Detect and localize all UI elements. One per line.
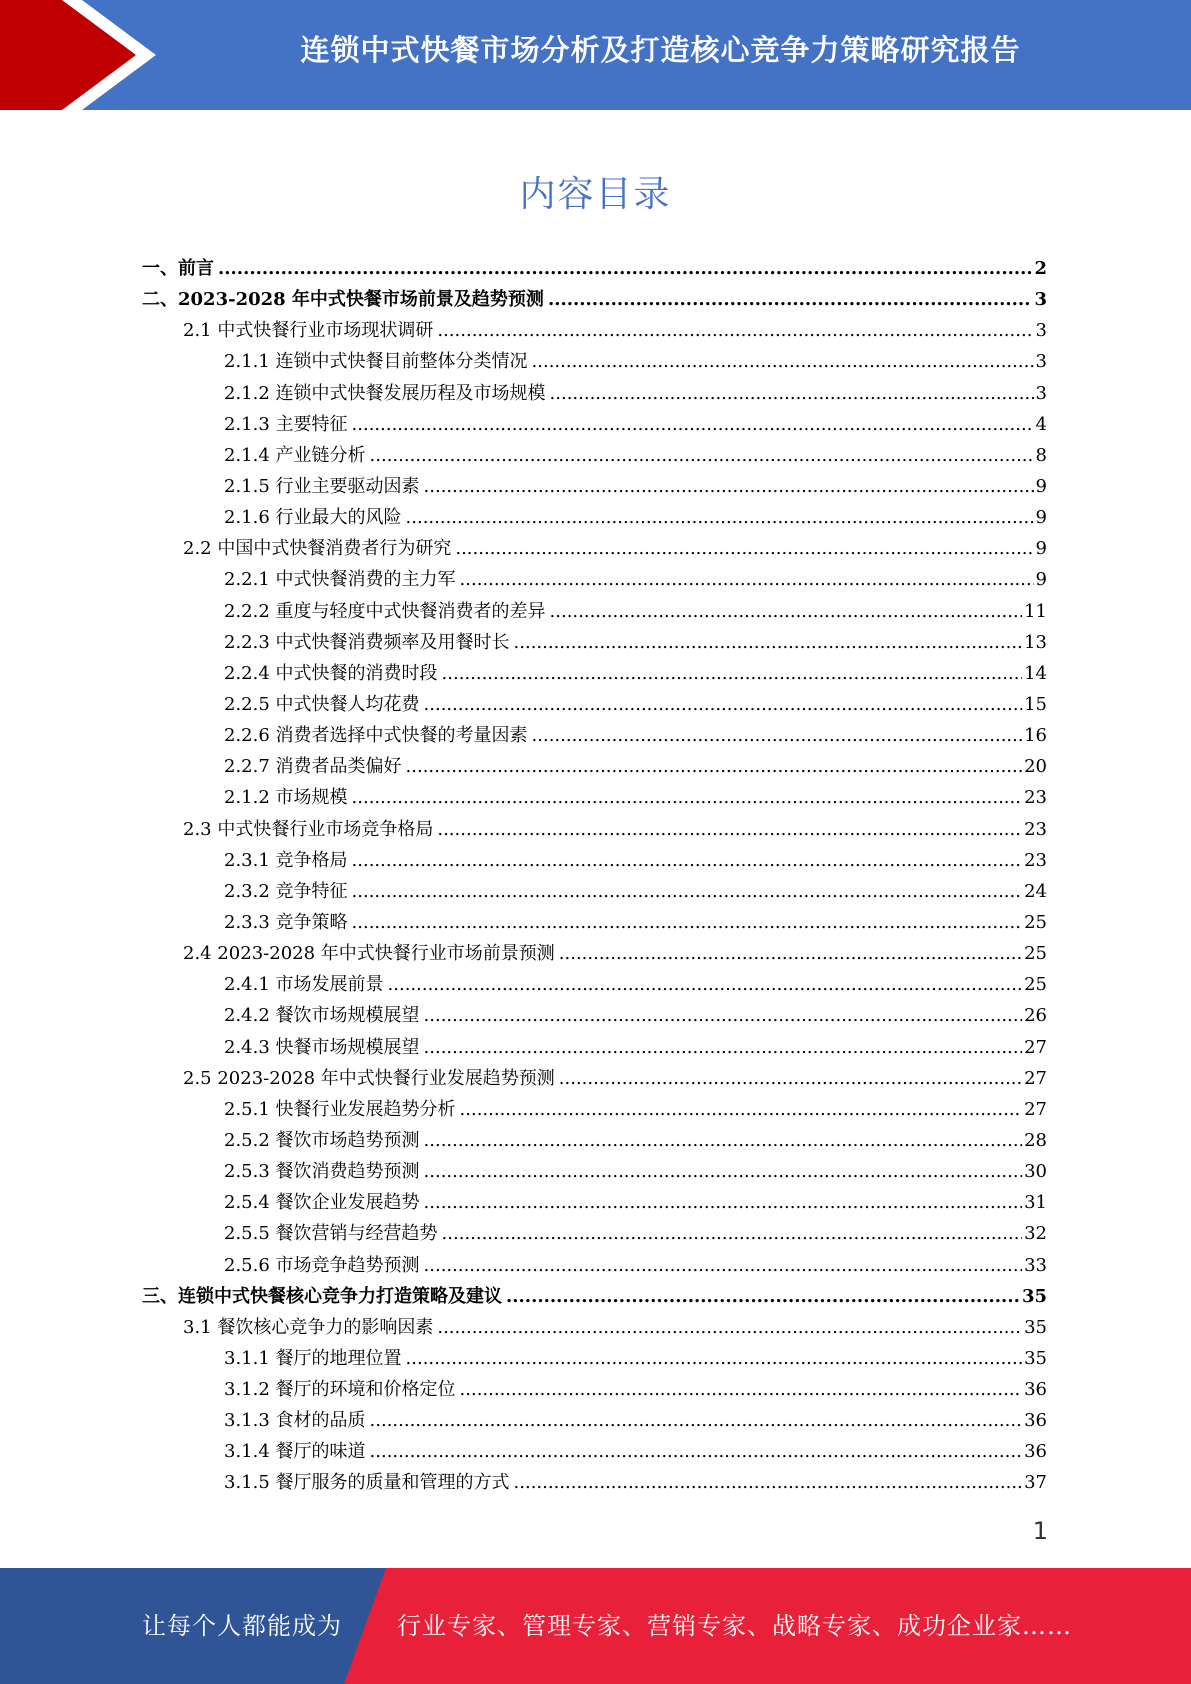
dot-leader [218, 258, 1032, 279]
dot-leader [424, 1192, 1023, 1213]
header-banner [0, 0, 1191, 110]
toc-entry-page: 27 [1024, 1067, 1047, 1089]
dot-leader [532, 725, 1023, 746]
toc-entry-page: 27 [1024, 1098, 1047, 1120]
toc-entry-page: 27 [1024, 1036, 1047, 1058]
toc-entry-label: 2.1.5 行业主要驱动因素 [224, 475, 420, 497]
toc-entry-label: 3.1.3 食材的品质 [224, 1410, 366, 1432]
toc-entry-label: 2.2.1 中式快餐消费的主力军 [224, 569, 456, 591]
dot-leader [370, 1441, 1023, 1462]
toc-entry[interactable] [142, 503, 1047, 534]
toc-entry[interactable] [142, 1282, 1047, 1313]
toc-entry[interactable] [142, 877, 1047, 908]
report-title: 连锁中式快餐市场分析及打造核心竞争力策略研究报告 [300, 33, 1021, 67]
dot-leader [352, 881, 1023, 902]
dot-leader [352, 414, 1034, 435]
dot-leader [406, 756, 1023, 777]
dot-leader [559, 1068, 1022, 1089]
toc-entry-page: 23 [1024, 818, 1047, 840]
toc-entry-page: 37 [1024, 1472, 1047, 1494]
dot-leader [532, 351, 1034, 372]
dot-leader [550, 383, 1034, 404]
toc-entry[interactable] [142, 752, 1047, 783]
toc-entry-page: 25 [1024, 911, 1047, 933]
dot-leader [370, 445, 1034, 466]
toc-entry-label: 2.4 2023-2028 年中式快餐行业市场前景预测 [183, 943, 555, 965]
dot-leader [424, 476, 1034, 497]
toc-entry-label: 2.5 2023-2028 年中式快餐行业发展趋势预测 [183, 1067, 555, 1089]
toc-entry-label: 2.2.5 中式快餐人均花费 [224, 693, 420, 715]
dot-leader [550, 601, 1023, 622]
dot-leader [388, 974, 1023, 995]
toc-entry-label: 2.1.6 行业最大的风险 [224, 507, 402, 529]
toc-entry[interactable] [142, 379, 1047, 410]
toc-entry[interactable] [142, 1001, 1047, 1032]
toc-entry-page: 15 [1024, 693, 1047, 715]
dot-leader [424, 1130, 1023, 1151]
dot-leader [406, 507, 1034, 528]
toc-entry[interactable] [142, 1251, 1047, 1282]
dot-leader [437, 1317, 1022, 1338]
toc-entry-label: 2.1.4 产业链分析 [224, 444, 366, 466]
toc-entry-page: 26 [1024, 1005, 1047, 1027]
toc-entry-page: 23 [1024, 787, 1047, 809]
toc-entry-page: 14 [1024, 662, 1047, 684]
toc-entry-page: 28 [1024, 1129, 1047, 1151]
toc-entry-label: 3.1.4 餐厅的味道 [224, 1441, 366, 1463]
toc-entry-page: 8 [1035, 444, 1047, 466]
toc-entry-page: 9 [1035, 475, 1047, 497]
toc-entry[interactable] [142, 254, 1047, 285]
toc-entry[interactable] [142, 1406, 1047, 1437]
toc-entry-page: 25 [1024, 974, 1047, 996]
toc-entry[interactable] [142, 690, 1047, 721]
toc-entry[interactable] [142, 534, 1047, 565]
toc-entry-label: 2.5.5 餐饮营销与经营趋势 [224, 1223, 438, 1245]
toc-entry-label: 2.1.2 连锁中式快餐发展历程及市场规模 [224, 382, 546, 404]
dot-leader [455, 538, 1033, 559]
toc-entry-page: 31 [1024, 1192, 1047, 1214]
dot-leader [442, 1223, 1023, 1244]
toc-entry-label: 2.5.4 餐饮企业发展趋势 [224, 1192, 420, 1214]
dot-leader [352, 850, 1023, 871]
toc-entry-page: 9 [1035, 507, 1047, 529]
toc-entry-page: 20 [1024, 756, 1047, 778]
toc-entry-label: 3.1.5 餐厅服务的质量和管理的方式 [224, 1472, 510, 1494]
toc-entry-label: 2.5.1 快餐行业发展趋势分析 [224, 1098, 456, 1120]
toc-entry-page: 36 [1024, 1441, 1047, 1463]
dot-leader [424, 1005, 1023, 1026]
dot-leader [406, 1348, 1023, 1369]
toc-entry-label: 一、前言 [142, 258, 214, 279]
toc-entry-label: 2.2.6 消费者选择中式快餐的考量因素 [224, 725, 528, 747]
toc-entry-label: 二、2023-2028 年中式快餐市场前景及趋势预测 [142, 289, 544, 311]
toc-entry-page: 4 [1035, 413, 1047, 435]
toc-entry[interactable] [142, 846, 1047, 877]
toc-entry[interactable] [142, 1375, 1047, 1406]
toc-entry[interactable] [142, 1219, 1047, 1250]
toc-entry-label: 3.1 餐饮核心竞争力的影响因素 [183, 1316, 434, 1338]
toc-entry-label: 2.4.2 餐饮市场规模展望 [224, 1005, 420, 1027]
toc-entry-label: 2.2.2 重度与轻度中式快餐消费者的差异 [224, 600, 546, 622]
toc-entry-page: 33 [1024, 1254, 1047, 1276]
toc-entry-page: 3 [1035, 351, 1047, 373]
toc-entry-label: 2.3 中式快餐行业市场竞争格局 [183, 818, 434, 840]
toc-entry[interactable] [142, 285, 1047, 316]
toc-entry[interactable] [142, 441, 1047, 472]
toc-entry[interactable] [142, 1344, 1047, 1375]
toc-entry[interactable] [142, 1095, 1047, 1126]
toc-entry-page: 24 [1024, 880, 1047, 902]
toc-entry-label: 2.1 中式快餐行业市场现状调研 [183, 320, 434, 342]
toc-entry[interactable] [142, 1437, 1047, 1468]
toc-entry-label: 2.2 中国中式快餐消费者行为研究 [183, 538, 452, 560]
toc-entry-page: 9 [1035, 569, 1047, 591]
toc-entry-page: 35 [1024, 1316, 1047, 1338]
toc-entry-page: 35 [1021, 1285, 1047, 1307]
toc-entry-page: 9 [1035, 538, 1047, 560]
dot-leader [460, 1099, 1023, 1120]
toc-entry[interactable] [142, 659, 1047, 690]
toc-entry[interactable] [142, 970, 1047, 1001]
toc-entry-page: 32 [1024, 1223, 1047, 1245]
dot-leader [424, 1037, 1023, 1058]
toc-entry[interactable] [142, 597, 1047, 628]
toc-entry[interactable] [142, 1126, 1047, 1157]
toc-entry-label: 2.1.1 连锁中式快餐目前整体分类情况 [224, 351, 528, 373]
chevron-arrow-icon [0, 0, 160, 110]
toc-entry-page: 25 [1024, 943, 1047, 965]
toc-entry-page: 16 [1024, 725, 1047, 747]
dot-leader [352, 912, 1023, 933]
toc-entry-page: 11 [1024, 600, 1047, 622]
toc-entry[interactable] [142, 1468, 1047, 1499]
dot-leader [424, 1161, 1023, 1182]
toc-entry[interactable] [142, 783, 1047, 814]
page-number: 1 [1032, 1517, 1048, 1545]
dot-leader [506, 1286, 1020, 1307]
toc-entry-label: 2.4.1 市场发展前景 [224, 974, 384, 996]
toc-entry-page: 36 [1024, 1410, 1047, 1432]
toc-entry-label: 2.2.4 中式快餐的消费时段 [224, 662, 438, 684]
table-of-contents [142, 254, 1047, 1500]
toc-entry-label: 2.1.3 主要特征 [224, 413, 348, 435]
dot-leader [424, 1255, 1023, 1276]
toc-entry[interactable] [142, 1064, 1047, 1095]
toc-entry-page: 35 [1024, 1347, 1047, 1369]
dot-leader [548, 289, 1033, 310]
dot-leader [514, 632, 1023, 653]
toc-entry[interactable] [142, 316, 1047, 347]
toc-entry[interactable] [142, 347, 1047, 378]
toc-entry[interactable] [142, 472, 1047, 503]
dot-leader [352, 787, 1023, 808]
toc-entry[interactable] [142, 815, 1047, 846]
toc-entry-page: 3 [1035, 382, 1047, 404]
footer-slogan-left: 让每个人都能成为 [142, 1612, 342, 1640]
dot-leader [437, 320, 1033, 341]
toc-entry-label: 2.2.3 中式快餐消费频率及用餐时长 [224, 631, 510, 653]
dot-leader [424, 694, 1023, 715]
dot-leader [370, 1410, 1023, 1431]
dot-leader [559, 943, 1022, 964]
toc-entry[interactable] [142, 1033, 1047, 1064]
toc-entry-label: 2.4.3 快餐市场规模展望 [224, 1036, 420, 1058]
toc-entry[interactable] [142, 565, 1047, 596]
toc-entry-page: 30 [1024, 1161, 1047, 1183]
toc-entry-page: 13 [1024, 631, 1047, 653]
toc-entry-label: 3.1.1 餐厅的地理位置 [224, 1347, 402, 1369]
dot-leader [514, 1472, 1023, 1493]
toc-entry-label: 3.1.2 餐厅的环境和价格定位 [224, 1379, 456, 1401]
toc-entry[interactable] [142, 1188, 1047, 1219]
toc-entry-page: 2 [1034, 258, 1047, 279]
footer-slogan-right: 行业专家、管理专家、营销专家、战略专家、成功企业家…… [397, 1612, 1072, 1640]
toc-entry[interactable] [142, 410, 1047, 441]
toc-entry-label: 2.1.2 市场规模 [224, 787, 348, 809]
toc-entry-page: 3 [1035, 320, 1047, 342]
toc-entry-label: 2.5.2 餐饮市场趋势预测 [224, 1129, 420, 1151]
toc-entry-label: 2.2.7 消费者品类偏好 [224, 756, 402, 778]
footer-banner [0, 1568, 1191, 1684]
toc-entry[interactable] [142, 1157, 1047, 1188]
toc-entry-label: 2.5.3 餐饮消费趋势预测 [224, 1161, 420, 1183]
toc-entry-label: 2.3.3 竞争策略 [224, 911, 348, 933]
toc-entry-label: 2.3.2 竞争特征 [224, 880, 348, 902]
dot-leader [460, 569, 1034, 590]
toc-entry[interactable] [142, 628, 1047, 659]
dot-leader [437, 819, 1022, 840]
toc-entry[interactable] [142, 939, 1047, 970]
toc-entry[interactable] [142, 908, 1047, 939]
toc-entry-page: 36 [1024, 1379, 1047, 1401]
toc-heading: 内容目录 [519, 174, 672, 215]
dot-leader [442, 663, 1023, 684]
toc-entry-label: 2.5.6 市场竞争趋势预测 [224, 1254, 420, 1276]
toc-entry[interactable] [142, 1313, 1047, 1344]
toc-entry[interactable] [142, 721, 1047, 752]
dot-leader [460, 1379, 1023, 1400]
toc-entry-page: 23 [1024, 849, 1047, 871]
toc-entry-label: 三、连锁中式快餐核心竞争力打造策略及建议 [142, 1285, 502, 1307]
toc-entry-page: 3 [1034, 289, 1047, 311]
toc-entry-label: 2.3.1 竞争格局 [224, 849, 348, 871]
